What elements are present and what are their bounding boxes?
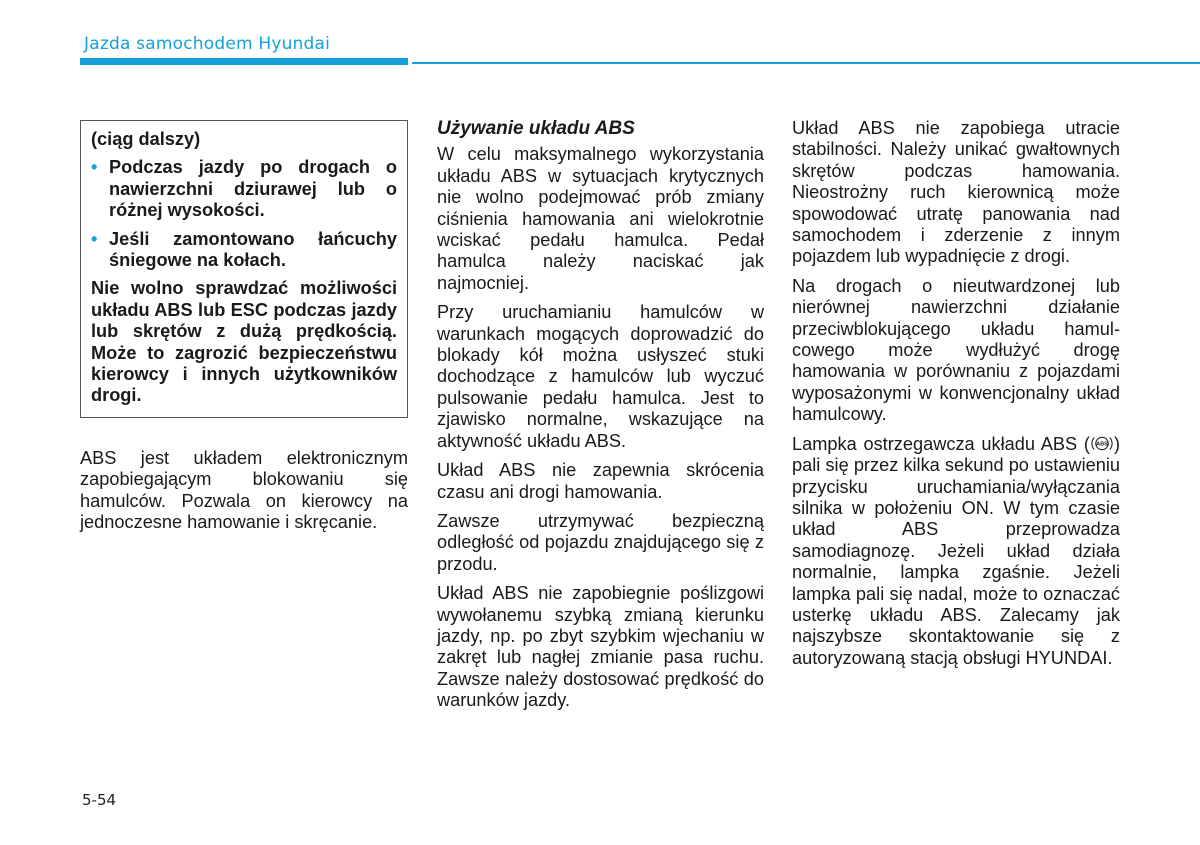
abs-intro-paragraph: ABS jest układem elektronicznym zapobiegającym blokowaniu się hamulców. Pozwala on kierowcy na jednoczesne hamowanie i skręcanie. <box>80 447 408 533</box>
abs-warning-icon <box>1090 434 1114 453</box>
column-right <box>792 118 1120 677</box>
warning-bullet-item <box>91 157 397 221</box>
warning-bullet-list <box>91 157 397 271</box>
paragraph: Przy uruchamianiu hamulców w warunkach mogących doprowadzić do blokady kół można usłyszeć stuki dochodzące z hamulców lub wyczuć pulsowanie pedału hamulca. Jest to zjawisko normalne, wskazujące na aktywność układu ABS. <box>437 302 764 451</box>
paragraph: W celu maksymalnego wykorzystania układu ABS w sytuacjach krytycznych nie wolno podejmować prób zmiany ciśnienia hamowania ani wielokrotnie wciskać pedału hamulca. Pedał hamulca należy naciskać jak najmocniej. <box>437 144 764 293</box>
section-title: Używanie układu ABS <box>437 118 635 139</box>
continued-label: (ciąg dalszy) <box>91 129 201 149</box>
column-left <box>80 120 408 542</box>
paragraph: Układ ABS nie zapobiega utracie stabilności. Należy unikać gwałtownych skrętów podczas hamowania. Nieostrożny ruch kierownicą może spowodować utratę panowania nad samochodem i zderzenie z innym pojazdem lub wypadnięcie z drogi. <box>792 118 1120 267</box>
paragraph: Układ ABS nie zapobiegnie poślizgowi wywołanemu szybką zmianą kierunku jazdy, np. po zbyt szybkim wjechaniu w zakręt lub nagłej zmianie pasa ruchu. Zawsze należy dostosować prędkość do warunków jazdy. <box>437 583 764 711</box>
header-bar-thin <box>412 62 1200 64</box>
warning-text: Nie wolno sprawdzać możliwości układu ABS lub ESC podczas jazdy lub skrętów z dużą prędkością. Może to zagrozić bezpieczeństwu kierowcy i innych użytkowników drogi. <box>91 278 397 406</box>
paragraph: Na drogach o nieutwardzonej lub nierównej nawierzchni działanie przeciwblokującego układu hamulcowego może wydłużyć drogę hamowania w porównaniu z pojazdami wyposażonymi w konwencjonalny układ hamulcowy. <box>792 275 1120 425</box>
warning-bullet-item <box>91 229 397 272</box>
paragraph: Zawsze utrzymywać bezpieczną odległość od pojazdu znajdującego się z przodu. <box>437 510 764 574</box>
paragraph: Układ ABS nie zapewnia skrócenia czasu ani drogi hamowania. <box>437 460 764 502</box>
bullet-dot-icon: • <box>91 157 98 178</box>
abs-icon-label: ABS <box>1096 441 1108 448</box>
bullet-text: Podczas jazdy po drogach o nawierzchni dziurawej lub o różnej wysokości. <box>109 157 397 221</box>
paragraph-abs-lamp <box>792 434 1120 669</box>
text-after-icon: ) pali się przez kilka sekund po ustawieniu przycisku uruchamiania/wyłączania silnika w położeniu ON. W tym czasie układ ABS przeprowadza samodiagnozę. Jeżeli układ działa normalnie, lampka zgaśnie. Jeżeli lampka pali się nadal, może to oznaczać usterkę układu ABS. Zalecamy jak najszybsze skontaktowanie się z autoryzowaną stacją obsługi HYUNDAI. <box>792 433 1120 668</box>
header-title: Jazda samochodem Hyundai <box>84 34 331 54</box>
header-bar-thick <box>80 58 408 65</box>
column-middle <box>437 118 764 720</box>
page-number: 5-54 <box>82 791 117 809</box>
bullet-text: Jeśli zamontowano łańcuchy śniegowe na kołach. <box>109 228 397 271</box>
warning-box <box>80 120 408 418</box>
text-before-icon: Lampka ostrzegawcza układu ABS ( <box>792 433 1090 454</box>
bullet-dot-icon: • <box>91 228 98 249</box>
